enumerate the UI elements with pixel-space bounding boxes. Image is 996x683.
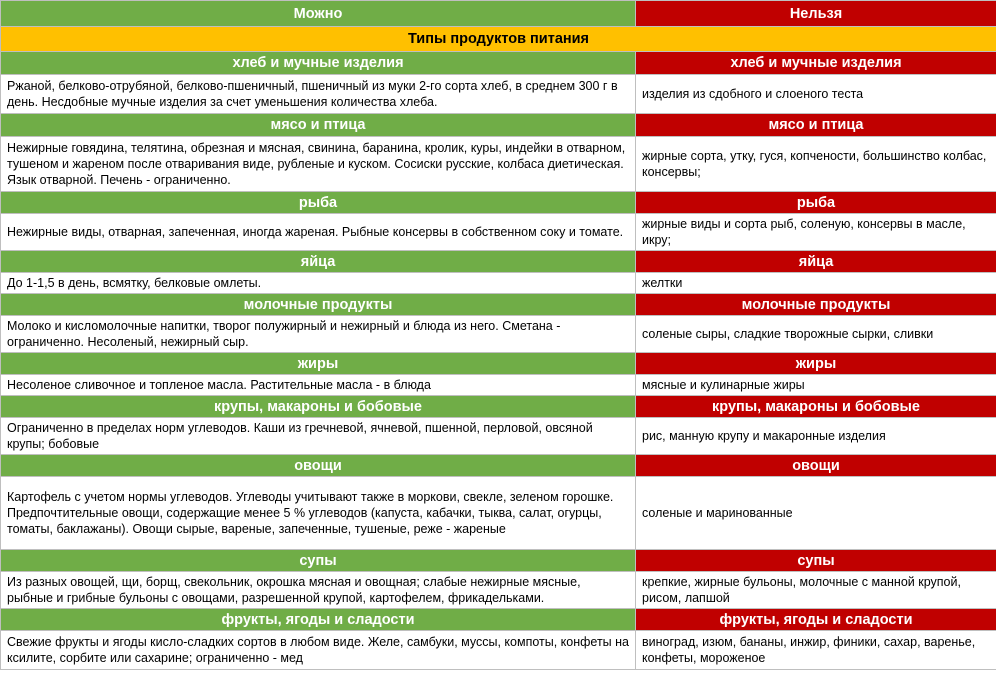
section-name-forbidden: мясо и птица: [636, 114, 996, 137]
section-body-row: [1, 137, 996, 192]
section-header-row: [1, 550, 996, 572]
section-name-allowed: яйца: [1, 251, 636, 273]
allowed-header: Можно: [1, 1, 636, 27]
section-header-row: [1, 353, 996, 375]
section-header-row: [1, 192, 996, 214]
forbidden-header: Нельзя: [636, 1, 996, 27]
allowed-text: Несоленое сливочное и топленое масла. Растительные масла - в блюда: [1, 375, 636, 396]
section-name-forbidden: супы: [636, 550, 996, 572]
section-body-row: [1, 75, 996, 114]
section-header-row: [1, 114, 996, 137]
allowed-text: Ограниченно в пределах норм углеводов. Каши из гречневой, ячневой, пшенной, перловой, овсяной крупы; бобовые: [1, 418, 636, 455]
allowed-text: Нежирные виды, отварная, запеченная, иногда жареная. Рыбные консервы в собственном соку и томате.: [1, 214, 636, 251]
section-body-row: [1, 375, 996, 396]
forbidden-text: соленые сыры, сладкие творожные сырки, сливки: [636, 316, 996, 353]
section-body-row: [1, 572, 996, 609]
section-name-allowed: мясо и птица: [1, 114, 636, 137]
section-body-row: [1, 477, 996, 550]
section-header-row: [1, 52, 996, 75]
section-name-forbidden: крупы, макароны и бобовые: [636, 396, 996, 418]
section-name-forbidden: фрукты, ягоды и сладости: [636, 609, 996, 631]
header-row: [1, 1, 996, 27]
product-types-header: Типы продуктов питания: [1, 27, 996, 52]
section-name-forbidden: жиры: [636, 353, 996, 375]
section-header-row: [1, 396, 996, 418]
section-name-allowed: крупы, макароны и бобовые: [1, 396, 636, 418]
section-body-row: [1, 418, 996, 455]
allowed-text: Картофель с учетом нормы углеводов. Углеводы учитывают также в моркови, свекле, зеленом горошке. Предпочтительные овощи, содержащие менее 5 % углеводов (капуста, кабачки, тыква, салат, огурцы, томаты, баклажаны). Овощи сырые, вареные, запеченные, тушеные, реже - жареные: [1, 477, 636, 550]
section-name-allowed: овощи: [1, 455, 636, 477]
section-name-allowed: супы: [1, 550, 636, 572]
section-name-forbidden: овощи: [636, 455, 996, 477]
allowed-text: До 1-1,5 в день, всмятку, белковые омлеты.: [1, 273, 636, 294]
forbidden-text: крепкие, жирные бульоны, молочные с манной крупой, рисом, лапшой: [636, 572, 996, 609]
forbidden-text: желтки: [636, 273, 996, 294]
section-header-row: [1, 609, 996, 631]
section-body-row: [1, 631, 996, 670]
allowed-text: Ржаной, белково-отрубяной, белково-пшеничный, пшеничный из муки 2-го сорта хлеб, в среднем 300 г в день. Несдобные мучные изделия за счет уменьшения количества хлеба.: [1, 75, 636, 114]
allowed-text: Молоко и кисломолочные напитки, творог полужирный и нежирный и блюда из него. Сметана - ограниченно. Несоленый, нежирный сыр.: [1, 316, 636, 353]
section-header-row: [1, 455, 996, 477]
allowed-text: Из разных овощей, щи, борщ, свекольник, окрошка мясная и овощная; слабые нежирные мясные, рыбные и грибные бульоны с овощами, разрешенной крупой, картофелем, фрикадельками.: [1, 572, 636, 609]
section-name-allowed: хлеб и мучные изделия: [1, 52, 636, 75]
forbidden-text: мясные и кулинарные жиры: [636, 375, 996, 396]
section-header-row: [1, 251, 996, 273]
section-name-allowed: жиры: [1, 353, 636, 375]
forbidden-text: виноград, изюм, бананы, инжир, финики, сахар, варенье, конфеты, мороженое: [636, 631, 996, 670]
allowed-text: Нежирные говядина, телятина, обрезная и мясная, свинина, баранина, кролик, куры, индейки в отварном, тушеном и жареном после отваривания виде, рубленые и куском. Сосиски русские, колбаса диетическая. Язык отварной. Печень - ограниченно.: [1, 137, 636, 192]
forbidden-text: соленые и маринованные: [636, 477, 996, 550]
section-header-row: [1, 294, 996, 316]
forbidden-text: изделия из сдобного и слоеного теста: [636, 75, 996, 114]
forbidden-text: рис, манную крупу и макаронные изделия: [636, 418, 996, 455]
section-name-allowed: молочные продукты: [1, 294, 636, 316]
section-name-allowed: рыба: [1, 192, 636, 214]
section-body-row: [1, 316, 996, 353]
section-name-forbidden: рыба: [636, 192, 996, 214]
section-body-row: [1, 273, 996, 294]
allowed-text: Свежие фрукты и ягоды кисло-сладких сортов в любом виде. Желе, самбуки, муссы, компоты, конфеты на ксилите, сорбите или сахарине; ограниченно - мед: [1, 631, 636, 670]
subheader-row: [1, 27, 996, 52]
section-body-row: [1, 214, 996, 251]
forbidden-text: жирные сорта, утку, гуся, копчености, большинство колбас, консервы;: [636, 137, 996, 192]
section-name-forbidden: хлеб и мучные изделия: [636, 52, 996, 75]
section-name-forbidden: молочные продукты: [636, 294, 996, 316]
section-name-allowed: фрукты, ягоды и сладости: [1, 609, 636, 631]
forbidden-text: жирные виды и сорта рыб, соленую, консервы в масле, икру;: [636, 214, 996, 251]
section-name-forbidden: яйца: [636, 251, 996, 273]
